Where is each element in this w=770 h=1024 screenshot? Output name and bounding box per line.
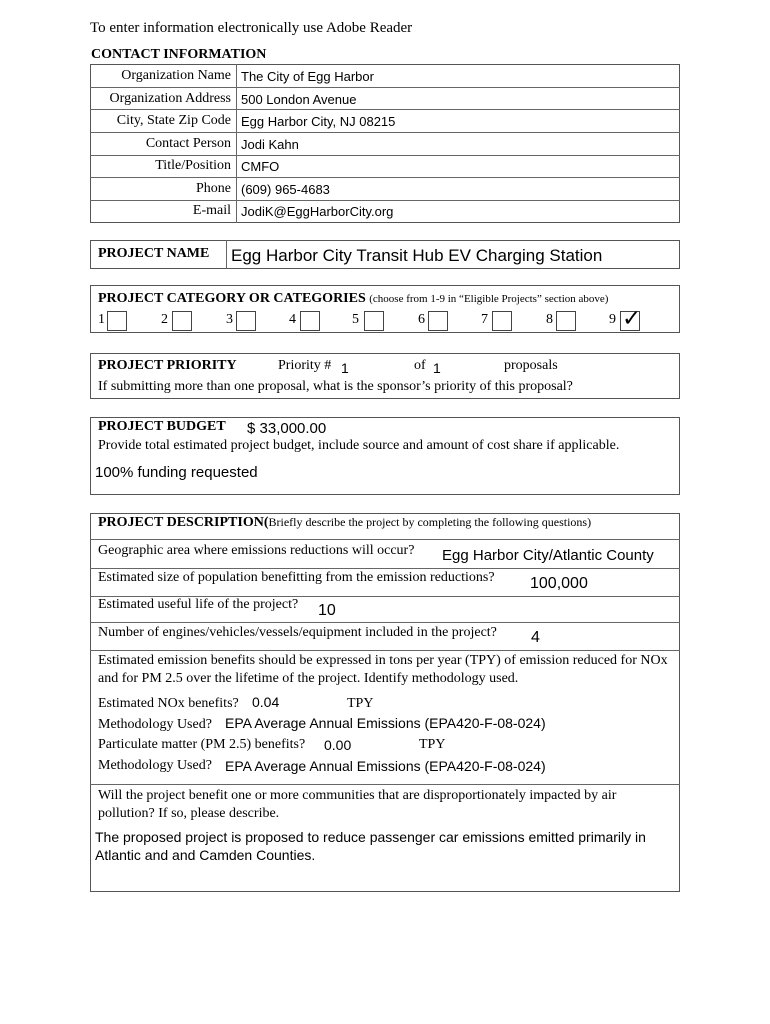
description-paren: ( — [263, 515, 269, 530]
email-field[interactable]: JodiK@EggHarborCity.org — [241, 204, 394, 219]
description-label: PROJECT DESCRIPTION — [98, 515, 264, 530]
org-address-field[interactable]: 500 London Avenue — [241, 92, 357, 107]
email-label: E-mail — [192, 203, 231, 218]
title-position-field[interactable]: CMFO — [241, 159, 280, 174]
pm-unit: TPY — [419, 737, 446, 752]
useful-life-question: Estimated useful life of the project? — [98, 597, 299, 612]
check-mark-icon: ✓ — [622, 305, 642, 331]
contact-heading: CONTACT INFORMATION — [91, 47, 267, 62]
category-7-checkbox[interactable] — [492, 311, 512, 331]
methodology-2-answer-field[interactable]: EPA Average Annual Emissions (EPA420-F-08-024) — [225, 758, 546, 774]
project-name-field[interactable]: Egg Harbor City Transit Hub EV Charging Station — [231, 246, 603, 265]
category-heading — [98, 291, 608, 307]
community-answer-field[interactable]: The proposed project is proposed to reduce passenger car emissions emitted primarily in Atlantic and and Camden Counties. — [95, 829, 646, 863]
title-position-label: Title/Position — [155, 158, 231, 173]
category-4-checkbox[interactable] — [300, 311, 320, 331]
nox-unit: TPY — [347, 696, 374, 711]
category-note: (choose from 1-9 in “Eligible Projects” section above) — [369, 293, 609, 305]
category-2-label: 2 — [161, 312, 168, 327]
geo-question: Geographic area where emissions reductions will occur? — [98, 543, 415, 558]
city-state-zip-label: City, State Zip Code — [116, 113, 231, 128]
category-6-label: 6 — [418, 312, 425, 327]
category-6-checkbox[interactable] — [428, 311, 448, 331]
priority-question: If submitting more than one proposal, what is the sponsor’s priority of this proposal? — [98, 379, 573, 394]
population-answer-field[interactable]: 100,000 — [530, 575, 588, 592]
description-note: Briefly describe the project by completing the following questions) — [268, 515, 592, 529]
category-3-label: 3 — [226, 312, 233, 327]
nox-answer-field[interactable]: 0.04 — [252, 694, 280, 710]
project-name-label: PROJECT NAME — [98, 246, 210, 261]
top-note: To enter information electronically use Adobe Reader — [90, 20, 413, 36]
priority-number-label: Priority # — [278, 358, 332, 373]
pm-question: Particulate matter (PM 2.5) benefits? — [98, 737, 306, 752]
budget-field[interactable]: $ 33,000.00 — [247, 420, 327, 437]
category-label: PROJECT CATEGORY OR CATEGORIES — [98, 291, 366, 306]
city-state-zip-field[interactable]: Egg Harbor City, NJ 08215 — [241, 114, 396, 129]
category-9-checkbox[interactable] — [620, 305, 642, 331]
equipment-count-answer-field[interactable]: 4 — [531, 629, 540, 646]
priority-of-label: of — [414, 358, 426, 373]
population-question: Estimated size of population benefitting from the emission reductions? — [98, 570, 495, 585]
budget-answer-field[interactable]: 100% funding requested — [95, 464, 258, 481]
category-1-label: 1 — [98, 312, 105, 327]
nox-question: Estimated NOx benefits? — [98, 696, 239, 711]
category-2-checkbox[interactable] — [172, 311, 192, 331]
contact-person-field[interactable]: Jodi Kahn — [241, 137, 299, 152]
org-address-label: Organization Address — [109, 91, 231, 106]
priority-number-field[interactable]: 1 — [341, 360, 349, 376]
priority-of-field[interactable]: 1 — [433, 360, 441, 376]
category-1-checkbox[interactable] — [107, 311, 127, 331]
methodology-2-question: Methodology Used? — [98, 758, 212, 773]
equipment-count-question: Number of engines/vehicles/vessels/equipment included in the project? — [98, 625, 497, 640]
emission-intro: Estimated emission benefits should be expressed in tons per year (TPY) of emission reduced for NOx and for PM 2.5 over the lifetime of the project. Identify methodology used. — [98, 653, 668, 686]
category-5-checkbox[interactable] — [364, 311, 384, 331]
useful-life-answer-field[interactable]: 10 — [318, 602, 336, 619]
methodology-1-answer-field[interactable]: EPA Average Annual Emissions (EPA420-F-08-024) — [225, 715, 546, 731]
phone-label: Phone — [196, 181, 231, 196]
category-3-checkbox[interactable] — [236, 311, 256, 331]
geo-answer-field[interactable]: Egg Harbor City/Atlantic County — [442, 547, 654, 564]
community-question: Will the project benefit one or more communities that are disproportionately impacted by air pollution? If so, please describe. — [98, 788, 617, 821]
org-name-field[interactable]: The City of Egg Harbor — [241, 69, 374, 84]
phone-field[interactable]: (609) 965-4683 — [241, 182, 330, 197]
budget-instruction: Provide total estimated project budget, include source and amount of cost share if applicable. — [98, 438, 620, 453]
category-4-label: 4 — [289, 312, 296, 327]
priority-label: PROJECT PRIORITY — [98, 358, 237, 373]
category-9-label: 9 — [609, 312, 616, 327]
contact-person-label: Contact Person — [145, 136, 231, 151]
category-8-label: 8 — [546, 312, 553, 327]
category-5-label: 5 — [352, 312, 359, 327]
budget-label: PROJECT BUDGET — [98, 419, 226, 434]
category-8-checkbox[interactable] — [556, 311, 576, 331]
proposals-label: proposals — [504, 358, 558, 373]
org-name-label: Organization Name — [121, 68, 231, 83]
description-heading — [98, 515, 591, 531]
methodology-1-question: Methodology Used? — [98, 717, 212, 732]
category-7-label: 7 — [481, 312, 488, 327]
pm-answer-field[interactable]: 0.00 — [324, 737, 352, 753]
